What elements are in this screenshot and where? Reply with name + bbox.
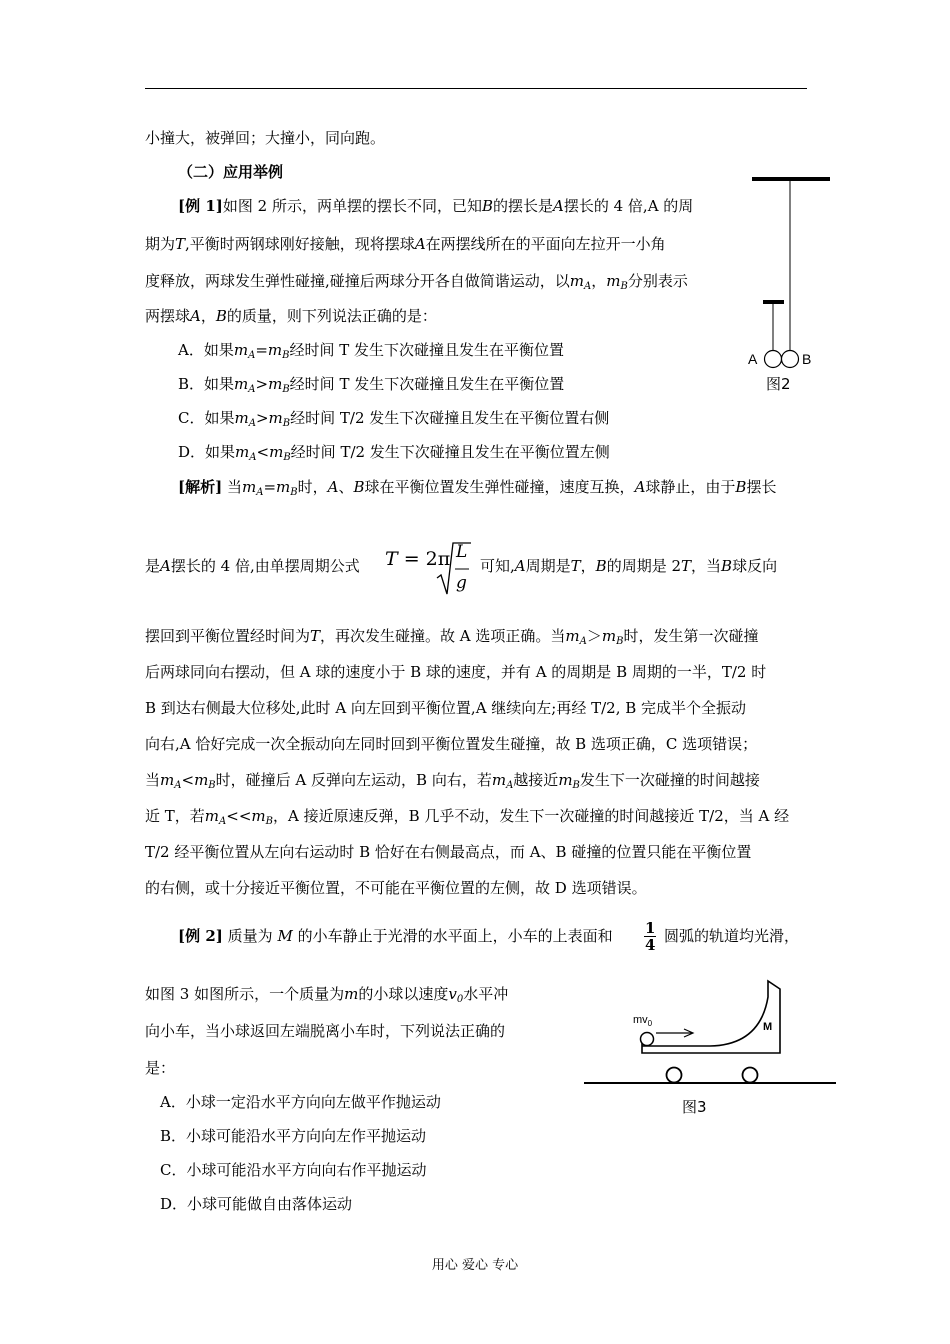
label-b: B	[802, 351, 812, 367]
formula-t: T	[385, 548, 398, 570]
ball-b	[782, 351, 799, 368]
ball-a	[765, 351, 782, 368]
figure-3-cart	[580, 975, 840, 1120]
example2-option-a: A．小球一定沿水平方向向左做平作抛运动	[160, 1093, 441, 1111]
analysis-line3: 摆回到平衡位置经时间为T，再次发生碰撞。故 A 选项正确。当$m_A>m_B$时，发生第一次碰撞	[145, 627, 759, 647]
formula-eq: = 2π	[403, 548, 451, 570]
label-m-big: M	[763, 1021, 773, 1033]
analysis-line4: 后两球同向右摆动，但 A 球的速度小于 B 球的速度，并有 A 的周期是 B 周期的一半，T/2 时	[145, 663, 767, 681]
analysis-line2-right: 可知,A周期是T，B的周期是 2T，当B球反向	[480, 557, 778, 575]
label-mv: $mv_0$	[633, 1014, 653, 1028]
fraction-denominator: 4	[645, 936, 656, 954]
example1-option-c: C．如果$m_A>m_B$经时间 T/2 发生下次碰撞且发生在平衡位置右侧	[178, 409, 610, 429]
quarter-fraction	[644, 920, 656, 953]
wheel-left	[667, 1068, 682, 1083]
fraction-numerator: 1	[645, 919, 656, 937]
example2-option-c: C．小球可能沿水平方向向右作平抛运动	[160, 1161, 427, 1179]
example2-option-b: B．小球可能沿水平方向向左作平抛运动	[160, 1127, 427, 1145]
cart-body	[642, 981, 780, 1053]
example2-line1-left: [例 2] 质量为 M 的小车静止于光滑的水平面上，小车的上表面和	[178, 927, 613, 945]
example2-line4: 是：	[145, 1059, 176, 1077]
analysis-line7: 当$m_A<m_B$时，碰撞后 A 反弹向左运动，B 向右，若$m_A$越接近$m_B$发生下一次碰撞的时间越接	[145, 771, 760, 791]
small-ball	[641, 1033, 654, 1046]
example1-tag: [例 1]	[178, 197, 223, 215]
formula-denominator: g	[456, 573, 467, 593]
example1-option-b: B．如果$m_A>m_B$经时间 T 发生下次碰撞且发生在平衡位置	[178, 375, 565, 395]
analysis-line5: B 到达右侧最大位移处,此时 A 向左回到平衡位置,A 继续向左;再经 T/2, B 完成半个全振动	[145, 699, 747, 717]
example1-line2: 期为T,平衡时两钢球刚好接触，现将摆球A在两摆线所在的平面向左拉开一小角	[145, 235, 666, 253]
example1-option-d: D．如果$m_A<m_B$经时间 T/2 发生下次碰撞且发生在平衡位置左侧	[178, 443, 610, 463]
wheel-right	[743, 1068, 758, 1083]
figure-2-pendulums	[740, 170, 840, 400]
example1-line4: 两摆球A，B的质量，则下列说法正确的是：	[145, 307, 437, 325]
analysis-tag: [解析]	[178, 478, 223, 496]
header-rule	[145, 88, 807, 89]
analysis-line2-left: 是A摆长的 4 倍,由单摆周期公式	[145, 557, 360, 575]
example2-tag: [例 2]	[178, 927, 223, 945]
analysis-line8: 近 T，若$m_A<<m_B$，A 接近原速反弹，B 几乎不动，发生下一次碰撞的时间越接近 T/2，当 A 经	[145, 807, 790, 827]
example1-line3: 度释放，两球发生弹性碰撞,碰撞后两球分开各自做简谐运动，以$m_A$，$m_B$分别表示	[145, 272, 688, 292]
example2-line1-right: 圆弧的轨道均光滑，	[664, 927, 800, 945]
page-footer: 用心 爱心 专心	[431, 1258, 519, 1273]
section-title: （二）应用举例	[178, 163, 284, 181]
figure-2-caption: 图2	[766, 375, 791, 393]
example2-option-d: D．小球可能做自由落体运动	[160, 1195, 353, 1213]
intro-line: 小撞大，被弹回；大撞小，同向跑。	[145, 129, 386, 147]
analysis-line1: [解析] 当$m_A=m_B$时，A、B球在平衡位置发生弹性碰撞，速度互换，A球静止，由于B摆长	[178, 478, 777, 498]
figure-3-caption: 图3	[682, 1098, 707, 1116]
analysis-line6: 向右,A 恰好完成一次全振动向左同时回到平衡位置发生碰撞，故 B 选项正确，C 选项错误；	[145, 735, 758, 753]
analysis-line10: 的右侧，或十分接近平衡位置，不可能在平衡位置的左侧，故 D 选项错误。	[145, 879, 647, 897]
example2-line2: 如图 3 如图所示，一个质量为m的小球以速度$v_0$水平冲	[145, 985, 509, 1005]
example2-line3: 向小车，当小球返回左端脱离小车时，下列说法正确的	[145, 1022, 506, 1040]
formula-numerator: L	[456, 542, 468, 562]
example1-option-a: A．如果$m_A=m_B$经时间 T 发生下次碰撞且发生在平衡位置	[178, 341, 565, 361]
label-a: A	[748, 351, 758, 367]
example1-line1: [例 1]如图 2 所示，两单摆的摆长不同，已知B的摆长是A摆长的 4 倍,A 的周	[178, 197, 694, 215]
analysis-line9: T/2 经平衡位置从左向右运动时 B 恰好在右侧最高点，而 A、B 碰撞的位置只能在平衡位置	[145, 843, 752, 861]
